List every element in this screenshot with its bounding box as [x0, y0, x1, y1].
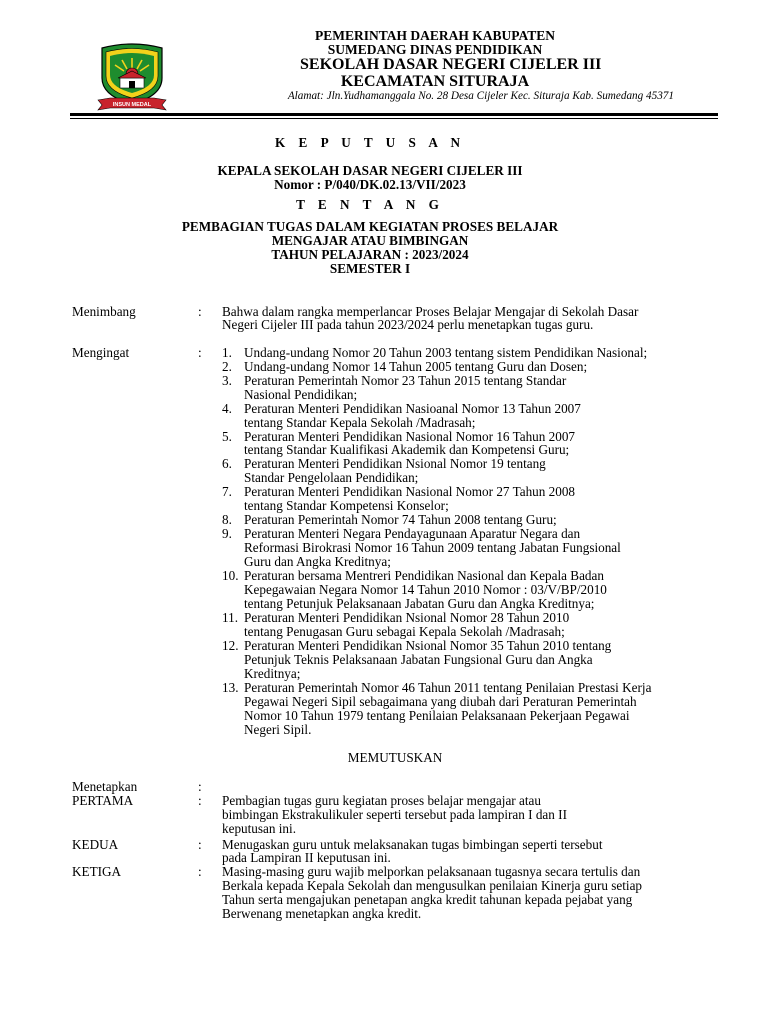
- letterhead-rule-thin: [70, 118, 718, 119]
- semester: SEMESTER I: [329, 261, 411, 276]
- pertama-line: bimbingan Ekstrakulikuler seperti tersebut pada lampiran I dan II: [222, 807, 567, 822]
- mengingat-item-number: 7.: [222, 484, 232, 499]
- mengingat-item-line: Peraturan Pemerintah Nomor 23 Tahun 2015 tentang Standar: [244, 373, 567, 388]
- menimbang-line: Negeri Cijeler III pada tahun 2023/2024 perlu menetapkan tugas guru.: [222, 317, 594, 332]
- mengingat-item-line: Petunjuk Teknis Pelaksanaan Jabatan Fungsional Guru dan Angka: [244, 652, 593, 667]
- menimbang-label: Menimbang: [72, 304, 136, 319]
- mengingat-item-line: Reformasi Birokrasi Nomor 16 Tahun 2009 tentang Jabatan Fungsional: [244, 540, 621, 555]
- ketiga-line: Berwenang menetapkan angka kredit.: [222, 906, 422, 921]
- mengingat-item-line: Guru dan Angka Kreditnya;: [244, 554, 391, 569]
- ketiga-line: Berkala kepada Kepala Sekolah dan mengusulkan penilaian Kinerja guru setiap: [222, 878, 643, 893]
- mengingat-item-number: 6.: [222, 456, 232, 471]
- decree-number: Nomor : P/040/DK.02.13/VII/2023: [274, 177, 466, 192]
- mengingat-item-number: 4.: [222, 401, 232, 416]
- mengingat-item-line: tentang Standar Kepala Sekolah /Madrasah;: [244, 415, 476, 430]
- ketiga-label: KETIGA: [72, 864, 122, 879]
- mengingat-item-number: 3.: [222, 373, 232, 388]
- pertama-label: PERTAMA: [72, 793, 134, 808]
- keputusan-title: K E P U T U S A N: [274, 135, 466, 150]
- sumedang-regency-logo: [96, 38, 168, 112]
- mengingat-item-line: tentang Standar Kualifikasi Akademik dan Kompetensi Guru;: [244, 442, 570, 457]
- mengingat-item-line: Peraturan Pemerintah Nomor 46 Tahun 2011 tentang Penilaian Prestasi Kerja: [244, 680, 652, 695]
- menetapkan-label: Menetapkan: [72, 779, 138, 794]
- memutuskan-heading: MEMUTUSKAN: [347, 750, 443, 765]
- mengingat-item-line: Pegawai Negeri Sipil sebagaimana yang diubah dari Peraturan Pemerintah: [244, 694, 637, 709]
- mengingat-item-line: Undang-undang Nomor 20 Tahun 2003 tentang sistem Pendidikan Nasional;: [244, 345, 648, 360]
- mengingat-item-line: Kepegawaian Negara Nomor 14 Tahun 2010 Nomor : 03/V/BP/2010: [244, 582, 607, 597]
- mengingat-item-line: Peraturan Menteri Pendidikan Nasional Nomor 27 Tahun 2008: [244, 484, 576, 499]
- ketiga-line: Tahun serta mengajukan penetapan angka kredit tahunan kepada pejabat yang: [222, 892, 633, 907]
- kedua-label: KEDUA: [72, 837, 119, 852]
- kop-district: KECAMATAN SITURAJA: [340, 73, 530, 90]
- kedua-line: pada Lampiran II keputusan ini.: [222, 850, 391, 865]
- ketiga-line: Masing-masing guru wajib melporkan pelaksanaan tugasnya secara tertulis dan: [222, 864, 641, 879]
- mengingat-item-number: 12.: [222, 638, 239, 653]
- mengingat-item-line: Nomor 10 Tahun 1979 tentang Penilaian Pelaksanaan Pekerjaan Pegawai: [244, 708, 630, 723]
- mengingat-item-number: 10.: [222, 568, 239, 583]
- mengingat-item-number: 9.: [222, 526, 232, 541]
- mengingat-item-line: Undang-undang Nomor 14 Tahun 2005 tentang Guru dan Dosen;: [244, 359, 588, 374]
- mengingat-colon: :: [198, 345, 202, 360]
- subject-line-2: MENGAJAR ATAU BIMBINGAN: [271, 233, 469, 248]
- mengingat-item-number: 11.: [222, 610, 238, 625]
- menimbang-line: Bahwa dalam rangka memperlancar Proses Belajar Mengajar di Sekolah Dasar: [222, 304, 639, 319]
- mengingat-item-line: tentang Petunjuk Pelaksanaan Jabatan Guru dan Angka Kreditnya;: [244, 596, 595, 611]
- pertama-line: keputusan ini.: [222, 821, 296, 836]
- mengingat-item-line: Peraturan Menteri Pendidikan Nsional Nomor 19 tentang: [244, 456, 546, 471]
- logo-banner-text: INSUN MEDAL: [112, 102, 152, 108]
- pertama-line: Pembagian tugas guru kegiatan proses belajar mengajar atau: [222, 793, 541, 808]
- mengingat-item-line: Negeri Sipil.: [244, 722, 312, 737]
- mengingat-item-line: Peraturan Menteri Pendidikan Nasional Nomor 16 Tahun 2007: [244, 429, 576, 444]
- mengingat-item-line: Nasional Pendidikan;: [244, 387, 358, 402]
- mengingat-item-line: Kreditnya;: [244, 666, 301, 681]
- mengingat-item-line: Peraturan Menteri Pendidikan Nsional Nomor 28 Tahun 2010: [244, 610, 570, 625]
- mengingat-item-line: tentang Standar Kompetensi Konselor;: [244, 498, 449, 513]
- academic-year: TAHUN PELAJARAN : 2023/2024: [271, 247, 469, 262]
- menetapkan-colon: :: [198, 779, 202, 794]
- mengingat-item-line: Peraturan Pemerintah Nomor 74 Tahun 2008 tentang Guru;: [244, 512, 557, 527]
- kop-line-2: SUMEDANG DINAS PENDIDIKAN: [327, 42, 543, 57]
- mengingat-item-line: Peraturan bersama Mentreri Pendidikan Nasional dan Kepala Badan: [244, 568, 604, 583]
- mengingat-item-number: 1.: [222, 345, 232, 360]
- mengingat-item-line: Standar Pengelolaan Pendidikan;: [244, 470, 419, 485]
- mengingat-label: Mengingat: [72, 345, 130, 360]
- mengingat-item-line: tentang Penugasan Guru sebagai Kepala Sekolah /Madrasah;: [244, 624, 565, 639]
- tentang-title: T E N T A N G: [296, 197, 444, 212]
- mengingat-item-line: Peraturan Menteri Pendidikan Nasioanal Nomor 13 Tahun 2007: [244, 401, 581, 416]
- mengingat-item-line: Peraturan Menteri Pendidikan Nsional Nomor 35 Tahun 2010 tentang: [244, 638, 612, 653]
- letterhead-rule-thick: [70, 113, 718, 116]
- subject-line-1: PEMBAGIAN TUGAS DALAM KEGIATAN PROSES BELAJAR: [181, 219, 559, 234]
- kop-school-name: SEKOLAH DASAR NEGERI CIJELER III: [300, 56, 602, 73]
- issuer-title: KEPALA SEKOLAH DASAR NEGERI CIJELER III: [217, 163, 523, 178]
- ketiga-colon: :: [198, 864, 202, 879]
- menimbang-colon: :: [198, 304, 202, 319]
- kedua-colon: :: [198, 837, 202, 852]
- kop-line-1: PEMERINTAH DAERAH KABUPATEN: [314, 28, 555, 43]
- kop-address: Alamat: Jln.Yudhamanggala No. 28 Desa Cijeler Kec. Situraja Kab. Sumedang 45371: [287, 90, 674, 102]
- mengingat-item-number: 2.: [222, 359, 232, 374]
- pertama-colon: :: [198, 793, 202, 808]
- mengingat-item-line: Peraturan Menteri Negara Pendayagunaan Aparatur Negara dan: [244, 526, 581, 541]
- mengingat-item-number: 13.: [222, 680, 239, 695]
- mengingat-item-number: 8.: [222, 512, 232, 527]
- mengingat-item-number: 5.: [222, 429, 232, 444]
- kedua-line: Menugaskan guru untuk melaksanakan tugas bimbingan seperti tersebut: [222, 837, 603, 852]
